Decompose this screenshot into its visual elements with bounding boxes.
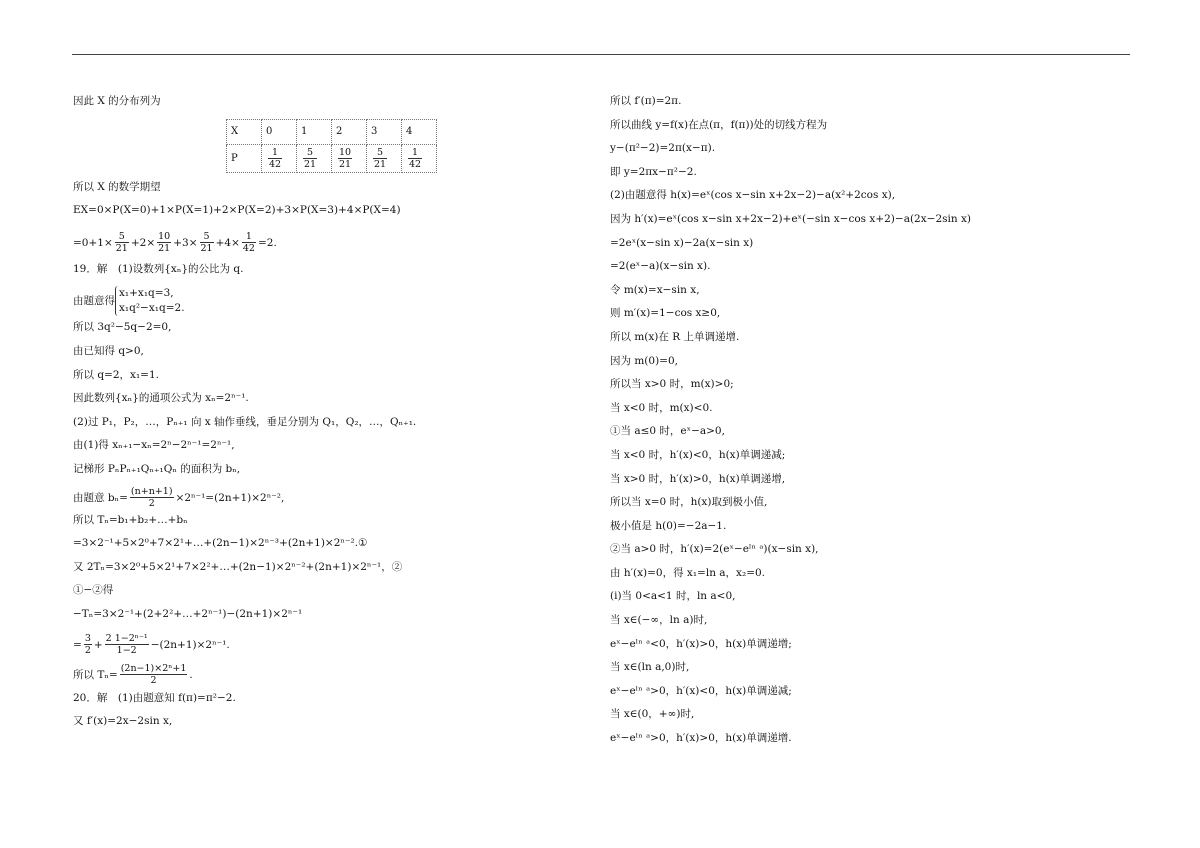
solution-line: 由已知得 q>0, [73,344,144,357]
solution-line: (2)过 P₁，P₂，…，Pₙ₊₁ 向 x 轴作垂线，垂足分别为 Q₁，Q₂，…，Qₙ₊₁. [73,415,417,428]
denominator: 21 [374,158,387,170]
numerator: 1 [408,147,422,159]
fraction [157,231,171,254]
numerator: (n+n+1) [130,486,173,498]
math-text: =0+1× [73,236,113,249]
denominator: 42 [409,158,422,170]
solution-line: 所以曲线 y=f(x)在点(π，f(π))处的切线方程为 [610,118,828,131]
denominator: 21 [339,158,352,170]
expect-calculation [73,226,573,261]
table-row [227,144,437,172]
table-cell: X [227,119,262,144]
solution-line: 所以 q=2，x₁=1. [73,368,159,381]
math-text: +3× [173,236,198,249]
denominator: 1−2 [116,645,137,656]
fraction [303,147,317,170]
solution-line: 极小值是 h(0)=−2a−1. [610,519,727,532]
solution-line: y−(π²−2)=2π(x−π). [610,142,716,155]
table-cell: 0 [262,119,297,144]
numerator: 5 [373,147,387,159]
math-text: 所以 Tₙ= [73,668,118,681]
fraction [105,633,149,656]
fraction [200,231,214,254]
math-text: . [189,668,193,681]
denominator: 21 [200,243,213,255]
math-text: +2× [130,236,156,249]
solution-line: 所以 m(x)在 R 上单调递增. [610,330,740,343]
fraction [242,231,256,254]
denominator: 42 [242,243,255,255]
fraction [268,147,282,170]
fraction [115,231,129,254]
table-cell: P [227,144,262,172]
solution-line: 即 y=2πx−π²−2. [610,165,697,178]
solution-line: ①当 a≤0 时，eˣ−a>0, [610,425,725,438]
numerator: 10 [339,146,352,158]
denominator: 2 [150,675,157,686]
table-cell: 3 [367,119,402,144]
solution-line: 又 f′(x)=2x−2sin x, [73,715,173,728]
solution-line: 所以 f′(π)=2π. [610,95,682,107]
math-text: ×2ⁿ⁻¹=(2n+1)×2ⁿ⁻², [175,491,285,504]
numerator: 5 [200,231,214,243]
solution-line: 当 x∈(−∞，ln a)时, [610,614,708,627]
numerator: 1 [242,231,256,243]
solution-line: =2eˣ(x−sin x)−2a(x−sin x) [610,236,754,249]
distribution-table [226,119,437,173]
solution-line: ①−②得 [73,584,114,597]
left-column [73,93,573,737]
solution-line: (2)由题意得 h(x)=eˣ(cos x−sin x+2x−2)−a(x²+2cos x), [610,189,896,202]
solution-line: 由 h′(x)=0，得 x₁=ln a，x₂=0. [610,566,766,579]
table-cell: 1 [297,119,332,144]
table-cell [262,144,297,172]
solution-line: 则 m′(x)=1−cos x≥0, [610,307,721,320]
table-row [227,119,437,144]
solution-line: 由(1)得 xₙ₊₁−xₙ=2ⁿ−2ⁿ⁻¹=2ⁿ⁻¹, [73,439,235,452]
tn-formula [73,660,573,690]
fraction [373,147,387,170]
solution-line: =3×2⁻¹+5×2⁰+7×2¹+…+(2n−1)×2ⁿ⁻³+(2n+1)×2ⁿ⁻².① [73,537,368,550]
bn-formula [73,485,573,512]
solution-line: 所以当 x=0 时，h(x)取到极小值, [610,496,768,509]
solution-line: 所以 3q²−5q−2=0, [73,321,172,334]
math-text: +4× [215,236,240,249]
solution-line: 当 x>0 时，h′(x)>0，h(x)单调递增, [610,472,786,485]
solution-line: 因此数列{xₙ}的通项公式为 xₙ=2ⁿ⁻¹. [73,392,249,405]
math-text: 由题意 bₙ= [73,491,128,504]
fraction [338,147,352,170]
solution-line: eˣ−eˡⁿ ᵃ>0，h′(x)>0，h(x)单调递增. [610,732,792,745]
numerator: 5 [303,147,317,159]
solution-line: eˣ−eˡⁿ ᵃ<0，h′(x)>0，h(x)单调递增; [610,637,792,650]
equation-system [115,286,185,316]
table-cell: 2 [332,119,367,144]
table-cell [332,144,367,172]
numerator: 3 [84,633,91,644]
solution-line: 因为 h′(x)=eˣ(cos x−sin x+2x−2)+eˣ(−sin x−cos x+2)−a(2x−2sin x) [610,212,971,225]
top-rule [72,54,1130,55]
sum-formula [73,630,573,660]
solution-line: (i)当 0<a<1 时，ln a<0, [610,590,736,603]
solution-line: 因为 m(0)=0, [610,354,678,367]
solution-line: 又 2Tₙ=3×2⁰+5×2¹+7×2²+…+(2n−1)×2ⁿ⁻²+(2n+1)×2ⁿ⁻¹，② [73,560,403,573]
solution-line: 记梯形 PₙPₙ₊₁Qₙ₊₁Qₙ 的面积为 bₙ, [73,462,241,475]
table-cell [367,144,402,172]
denominator: 21 [158,243,171,255]
math-text: + [93,638,103,651]
solution-line: ②当 a>0 时，h′(x)=2(eˣ−eˡⁿ ᵃ)(x−sin x), [610,543,819,556]
math-text: −(2n+1)×2ⁿ⁻¹. [150,638,230,651]
math-text: 由题意得 [73,295,115,308]
numerator: 5 [115,231,129,243]
numerator: (2n−1)×2ⁿ+1 [120,663,187,674]
math-text: =2. [257,236,277,249]
denominator: 21 [115,243,128,255]
system-line: x₁+x₁q=3, [119,287,174,300]
fraction [130,486,174,509]
denominator: 21 [304,158,317,170]
table-cell [402,144,437,172]
fraction [120,663,188,686]
solution-line: 当 x<0 时，m(x)<0. [610,401,713,414]
table-cell [297,144,332,172]
denominator: 2 [148,498,155,510]
expect-intro: 所以 X 的数学期望 [73,180,161,193]
solution-line: 令 m(x)=x−sin x, [610,283,700,296]
fraction [84,633,92,656]
math-text: = [73,638,82,651]
solution-line: =2(eˣ−a)(x−sin x). [610,260,711,273]
q20-heading: 20．解 (1)由题意知 f(π)=π²−2. [73,691,236,704]
right-column [610,93,1130,754]
numerator: 1 [268,147,282,159]
denominator: 2 [84,645,91,656]
solution-line: 当 x∈(0，+∞)时, [610,708,695,721]
expect-equation: EX=0×P(X=0)+1×P(X=1)+2×P(X=2)+3×P(X=3)+4×P(X=4) [73,204,401,217]
solution-line: 当 x<0 时，h′(x)<0，h(x)单调递减; [610,448,786,461]
denominator: 42 [269,158,282,170]
fraction [408,147,422,170]
solution-line: 当 x∈(ln a,0)时, [610,661,690,674]
numerator: 2 1−2ⁿ⁻¹ [105,633,148,644]
solution-line: 所以 Tₙ=b₁+b₂+…+bₙ [73,513,188,526]
q19-system [73,284,573,319]
solution-line: eˣ−eˡⁿ ᵃ>0，h′(x)<0，h(x)单调递减; [610,684,792,697]
solution-line: −Tₙ=3×2⁻¹+(2+2²+…+2ⁿ⁻¹)−(2n+1)×2ⁿ⁻¹ [73,607,303,620]
dist-intro: 因此 X 的分布列为 [73,95,161,107]
q19-heading: 19．解 (1)设数列{xₙ}的公比为 q. [73,262,244,275]
numerator: 10 [158,231,171,243]
system-line: x₁q²−x₁q=2. [119,302,185,315]
table-cell: 4 [402,119,437,144]
solution-line: 所以当 x>0 时，m(x)>0; [610,378,734,391]
